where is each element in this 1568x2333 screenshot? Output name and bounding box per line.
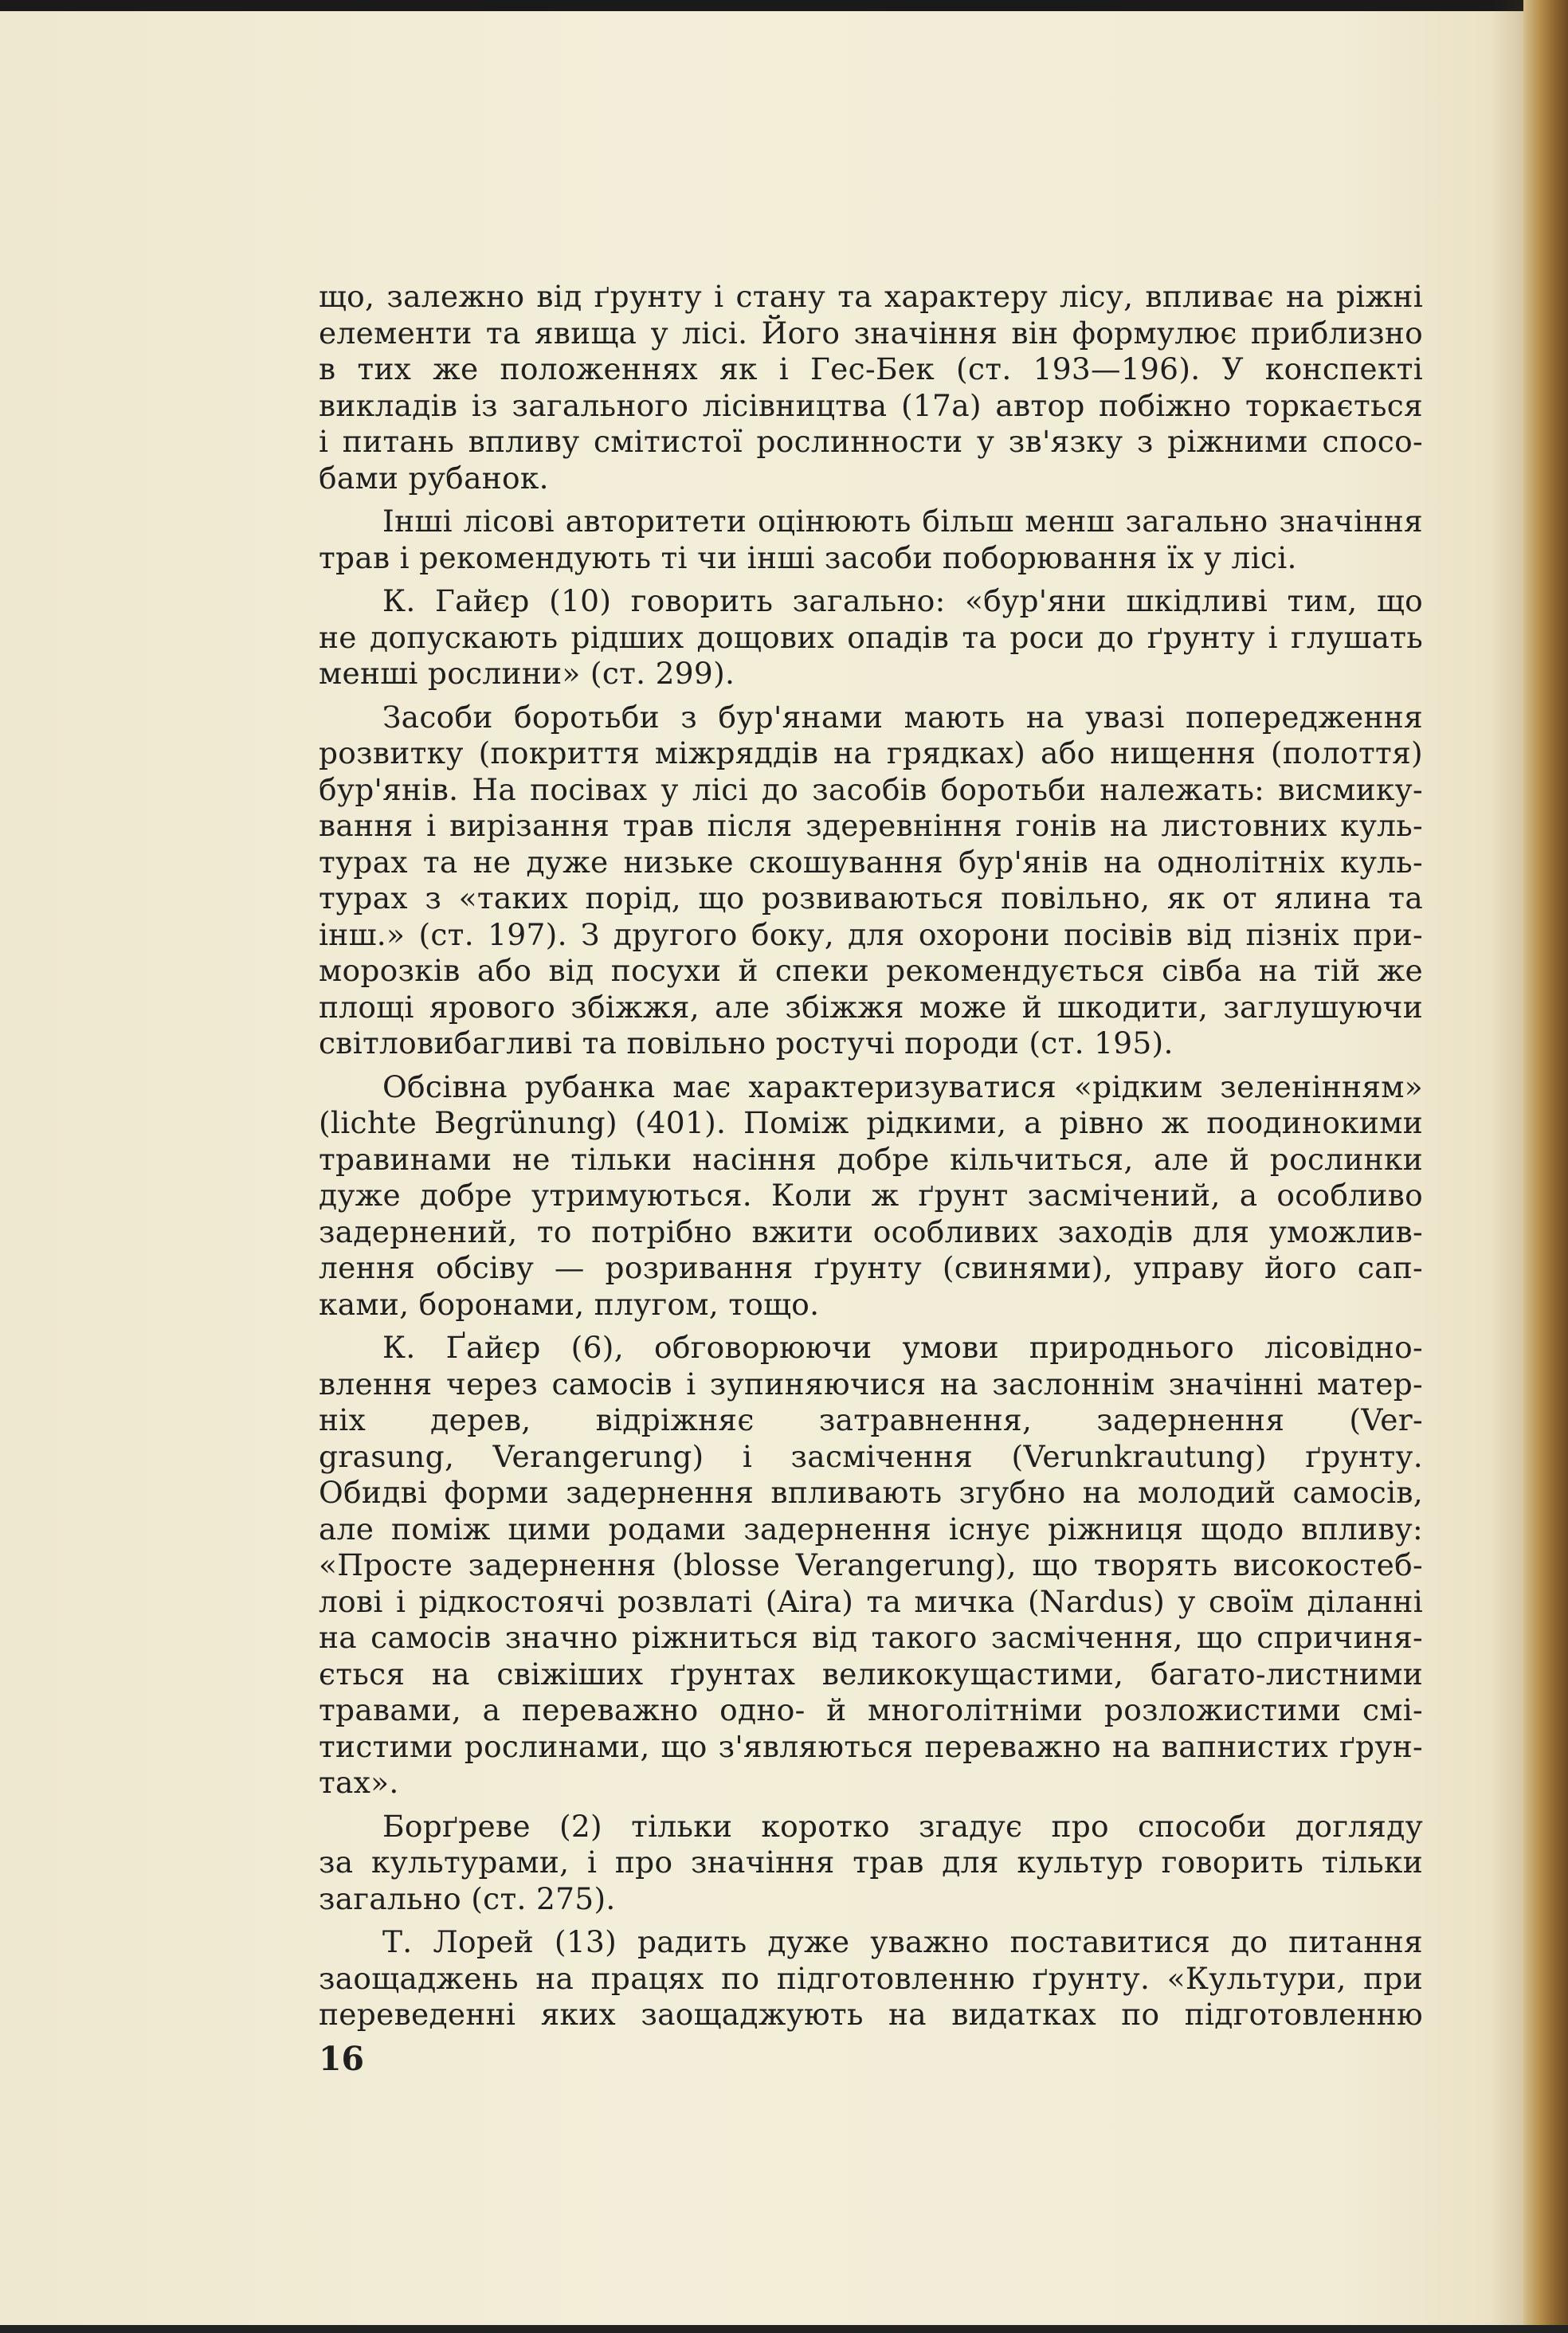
text-line: тах». [319,1765,399,1800]
text-line: Обсівна рубанка має характеризуватися «рідким зеленінням» [382,1068,1423,1104]
page-body-text [319,279,1423,2041]
paragraph [319,1330,1423,1802]
scan-top-border [0,0,1568,11]
text-line: (lichte Begrünung) (401). Поміж рідкими, а рівно ж поодинокими [319,1105,1423,1140]
text-line: Інші лісові авторитети оцінюють більш менш загально значіння [382,504,1423,539]
text-line: бур'янів. На посівах у лісі до засобів боротьби належать: висмику- [319,771,1423,807]
text-line: на самосів значно ріжниться від такого засмічення, що спричиня- [319,1620,1423,1655]
paragraph [319,1069,1423,1323]
text-line: Борґреве (2) тільки коротко згадує про способи догляду [382,1808,1423,1844]
text-line: що, залежно від ґрунту і стану та характеру лісу, впливає на ріжні [319,279,1423,314]
text-line: тистими рослинами, що з'являються переважно на вапнистих ґрун- [319,1728,1423,1764]
text-line: в тих же положеннях як і Гес-Бек (ст. 193—196). У конспекті [319,351,1423,386]
paragraph [319,504,1423,576]
text-line: заощаджень на працях по підготовленню ґрунту. «Культури, при [319,1960,1423,1996]
text-line: «Просте задернення (blosse Verangerung), що творять високостеб- [319,1547,1423,1582]
text-line: турах та не дуже низьке скошування бур'янів на однолітніх куль- [319,844,1423,880]
text-line: grasung, Verangerung) і засмічення (Verunkrautung) ґрунту. [319,1438,1423,1474]
text-line: лення обсіву — розривання ґрунту (свинями), управу його сап- [319,1250,1423,1285]
text-line: за культурами, і про значіння трав для культур говорить тільки [319,1845,1423,1880]
paragraph [319,279,1423,496]
text-line: ками, боронами, плугом, тощо. [319,1286,820,1322]
text-line: травинами не тільки насіння добре кільчиться, але й рослинки [319,1141,1423,1177]
text-line: викладів із загального лісівництва (17а) автор побіжно торкається [319,387,1423,423]
text-line: турах з «таких порід, що розвиваються повільно, як от ялина та [319,880,1423,916]
paragraph [319,583,1423,692]
paragraph [319,1809,1423,1918]
text-line: інш.» (ст. 197). З другого боку, для охорони посівів від пізніх при- [319,916,1423,952]
text-line: лові і рідкостоячі розвлаті (Aira) та мичка (Nardus) у своїм діланні [319,1583,1423,1619]
text-line: переведенні яких заощаджують на видатках по підготовленню [319,1997,1423,2032]
text-line: Обидві форми задернення впливають згубно на молодий самосів, [319,1475,1423,1510]
text-line: площі ярового збіжжя, але збіжжя може й шкодити, заглушуючи [319,989,1423,1025]
text-line: задернений, то потрібно вжити особливих заходів для уможлив- [319,1214,1423,1249]
text-line: Т. Лорей (13) радить дуже уважно поставитися до питання [382,1924,1423,1959]
text-line: влення через самосів і зупиняючися на заслоннім значінні матер- [319,1366,1423,1402]
book-spine-edge [1523,0,1568,2333]
text-line: елементи та явища у лісі. Його значіння він формулює приблизно [319,315,1423,351]
spine-shadow [1492,0,1523,2333]
text-line: і питань впливу смітистої рослинности у зв'язку з ріжними спосо- [319,424,1423,459]
text-line: але поміж цими родами задернення існує ріжниця щодо впливу: [319,1511,1423,1547]
text-line: розвитку (покриття міжряддів на грядках) або нищення (полоття) [319,735,1423,770]
text-line: ється на свіжіших ґрунтах великокущастими, багато-листними [319,1656,1423,1692]
text-line: вання і вирізання трав після здеревніння гонів на листовних куль- [319,808,1423,843]
text-line: загально (ст. 275). [319,1880,616,1916]
text-line: К. Гайєр (10) говорить загально: «бур'яни шкідливі тим, що [382,583,1423,618]
text-line: травами, а переважно одно- й многолітніми розложистими смі- [319,1692,1423,1727]
paragraph [319,1924,1423,2033]
scan-bottom-border [0,2325,1568,2333]
text-line: світловибагливі та повільно ростучі породи (ст. 195). [319,1025,1174,1061]
text-line: Засоби боротьби з бур'янами мають на увазі попередження [382,699,1423,735]
text-line: дуже добре утримуються. Коли ж ґрунт засмічений, а особливо [319,1178,1423,1213]
text-line: ніх дерев, відріжняє затравнення, задернення (Ver- [319,1402,1423,1437]
text-line: морозків або від посухи й спеки рекомендується сівба на тій же [319,953,1423,988]
text-line: не допускають рідших дощових опадів та роси до ґрунту і глушать [319,619,1423,655]
paragraph [319,700,1423,1062]
page-number: 16 [319,2040,365,2078]
text-line: К. Ґайєр (6), обговорюючи умови природнього лісовідно- [382,1330,1423,1365]
text-line: бами рубанок. [319,460,549,496]
text-line: трав і рекомендують ті чи інші засоби поборювання їх у лісі. [319,539,1297,575]
text-line: менші рослини» (ст. 299). [319,656,735,691]
